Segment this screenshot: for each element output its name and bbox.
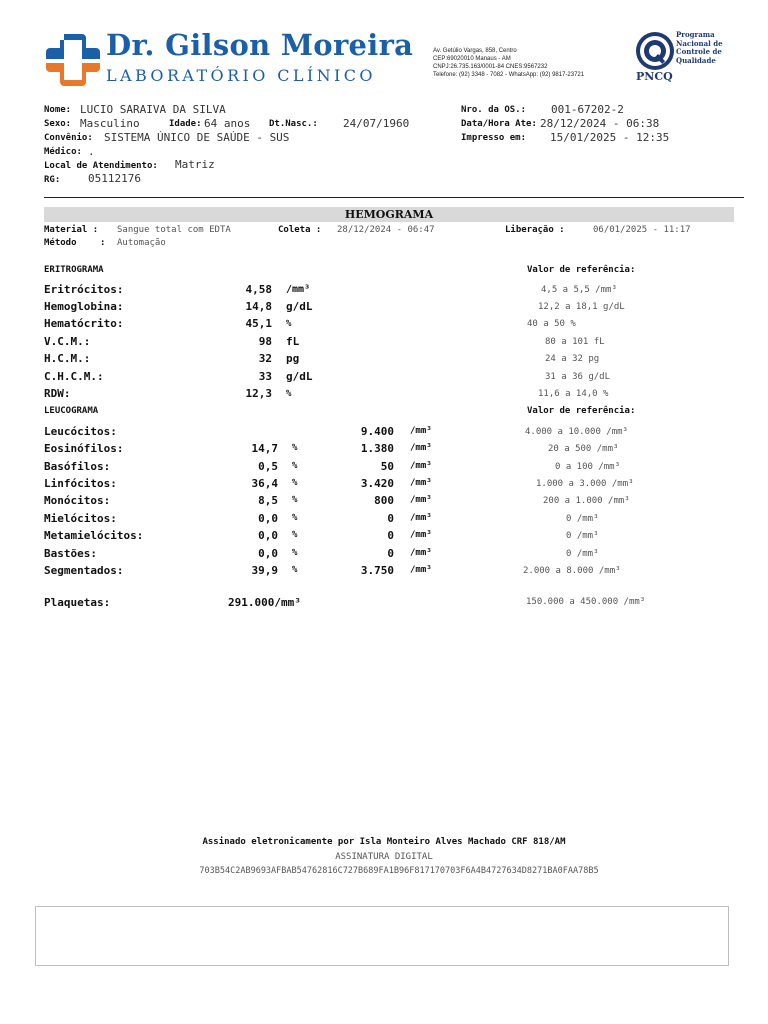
table-row-value: 98 (258, 335, 272, 348)
dtnasc-value: 24/07/1960 (343, 117, 410, 130)
table-row-abs: 3.750 (360, 564, 394, 577)
table-row-unit: % (286, 319, 292, 329)
table-row-ref: 0 /mm³ (566, 514, 599, 524)
table-row-unit: /mm³ (286, 284, 311, 295)
idade-label: Idade: (169, 119, 202, 129)
table-row-pct: 8,5 (258, 494, 278, 507)
table-row-pct: 0,5 (258, 460, 278, 473)
idade-value: 64 anos (204, 117, 251, 130)
table-row-name: Mielócitos: (44, 512, 117, 525)
table-row-ref: 4.000 a 10.000 /mm³ (525, 427, 628, 437)
pncq-acronym: PNCQ (636, 70, 673, 83)
medico-label: Médico: (44, 147, 82, 157)
table-row-unit: g/dL (286, 300, 313, 313)
table-row-ref: 1.000 a 3.000 /mm³ (536, 479, 634, 489)
table-row-abs: 9.400 (360, 425, 394, 438)
leucograma-ref-title: Valor de referência: (527, 406, 636, 416)
pncq-line: Nacional de (676, 38, 723, 48)
exam-title: HEMOGRAMA (344, 208, 434, 221)
table-row-ref: 12,2 a 18,1 g/dL (538, 302, 625, 312)
os-value: 001-67202-2 (551, 103, 624, 116)
table-row-pct-unit: % (292, 565, 298, 575)
table-row-pct-unit: % (292, 513, 298, 523)
dtnasc-label: Dt.Nasc.: (269, 119, 318, 129)
leucograma-title: LEUCOGRAMA (44, 406, 99, 416)
table-row-ref: 11,6 a 14,0 % (538, 389, 609, 399)
nome-value: LUCIO SARAIVA DA SILVA (80, 103, 226, 116)
datahora-value: 28/12/2024 - 06:38 (540, 117, 660, 130)
table-row-value: 45,1 (245, 317, 272, 330)
table-row-name: H.C.M.: (44, 352, 91, 365)
header-divider (44, 197, 744, 198)
table-row-name: Leucócitos: (44, 425, 117, 438)
nome-label: Nome: (44, 105, 72, 115)
metodo-separator: : (100, 238, 106, 248)
address-line: Av. Getúlio Vargas, 858, Centro (433, 48, 517, 54)
plaquetas-value: 291.000/mm³ (228, 596, 301, 609)
table-row-value: 32 (258, 352, 272, 365)
table-row-name: V.C.M.: (44, 335, 91, 348)
local-value: Matriz (175, 158, 215, 171)
table-row-abs: 1.380 (360, 442, 394, 455)
table-row-abs-unit: /mm³ (410, 426, 432, 436)
table-row-ref: 200 a 1.000 /mm³ (543, 496, 630, 506)
table-row-value: 4,58 (245, 283, 272, 296)
table-row-ref: 40 a 50 % (527, 319, 576, 329)
table-row-ref: 4,5 a 5,5 /mm³ (541, 285, 617, 295)
liberacao-label: Liberação : (505, 225, 565, 235)
table-row-name: Linfócitos: (44, 477, 117, 490)
rg-value: 05112176 (88, 172, 141, 185)
pncq-line: Programa (676, 30, 715, 39)
table-row-ref: 0 /mm³ (566, 531, 599, 541)
table-row-name: Hemoglobina: (44, 300, 124, 313)
sexo-label: Sexo: (44, 119, 72, 129)
pncq-line: Controle de (676, 47, 722, 56)
table-row-abs-unit: /mm³ (410, 530, 432, 540)
datahora-label: Data/Hora Ate: (461, 119, 537, 129)
address-line: CEP:69020010 Manaus - AM (433, 56, 511, 62)
table-row-ref: 2.000 a 8.000 /mm³ (523, 566, 621, 576)
table-row-pct: 0,0 (258, 512, 278, 525)
convenio-label: Convênio: (44, 133, 93, 143)
lab-name: Dr. Gilson Moreira (106, 28, 414, 62)
impresso-value: 15/01/2025 - 12:35 (550, 131, 670, 144)
table-row-pct-unit: % (292, 530, 298, 540)
metodo-label: Método (44, 238, 77, 248)
table-row-name: Basófilos: (44, 460, 111, 473)
pncq-text (676, 31, 723, 65)
signature-label: ASSINATURA DIGITAL (335, 852, 433, 862)
table-row-pct: 39,9 (251, 564, 278, 577)
table-row-name: Hematócrito: (44, 317, 124, 330)
table-row-pct: 36,4 (251, 477, 278, 490)
table-row-abs: 800 (374, 494, 394, 507)
eritrograma-title: ERITROGRAMA (44, 265, 104, 275)
footer-box (35, 906, 729, 966)
table-row-abs-unit: /mm³ (410, 565, 432, 575)
table-row-ref: 0 a 100 /mm³ (555, 462, 621, 472)
signature-signed-by: Assinado eletronicamente por Isla Monteiro Alves Machado CRF 818/AM (202, 837, 566, 847)
table-row-pct-unit: % (292, 443, 298, 453)
pncq-seal-icon (634, 30, 676, 72)
pncq-seal (634, 30, 676, 72)
sexo-value: Masculino (80, 117, 140, 130)
table-row-value: 33 (258, 370, 272, 383)
table-row-pct: 14,7 (251, 442, 278, 455)
table-row-pct: 0,0 (258, 547, 278, 560)
pncq-line: Qualidade (676, 55, 716, 65)
table-row-abs: 50 (380, 460, 394, 473)
rg-label: RG: (44, 175, 61, 185)
table-row-value: 14,8 (245, 300, 272, 313)
table-row-name: Metamielócitos: (44, 529, 144, 542)
table-row-abs-unit: /mm³ (410, 548, 432, 558)
coleta-label: Coleta : (278, 225, 322, 235)
address-line: CNPJ:26.735.163/0001-84 CNES:9567232 (433, 64, 548, 70)
table-row-name: Eosinófilos: (44, 442, 124, 455)
table-row-name: Monócitos: (44, 494, 111, 507)
table-row-name: Eritrócitos: (44, 283, 124, 296)
convenio-value: SISTEMA ÚNICO DE SAÚDE - SUS (104, 131, 290, 144)
coleta-value: 28/12/2024 - 06:47 (337, 225, 435, 235)
table-row-abs-unit: /mm³ (410, 495, 432, 505)
table-row-name: C.H.C.M.: (44, 370, 104, 383)
table-row-unit: g/dL (286, 370, 313, 383)
table-row-pct-unit: % (292, 495, 298, 505)
material-value: Sangue total com EDTA (117, 225, 231, 235)
table-row-unit: % (286, 389, 292, 399)
table-row-unit: fL (286, 335, 300, 348)
signature-hash: 703B54C2AB9693AFBAB54762816C727B689FA1B96F817170703F6A4B4727634D8271BA0FAA78B5 (199, 866, 599, 876)
table-row-value: 12,3 (245, 387, 272, 400)
table-row-abs-unit: /mm³ (410, 513, 432, 523)
metodo-value: Automação (117, 238, 166, 248)
table-row-pct-unit: % (292, 478, 298, 488)
table-row-abs-unit: /mm³ (410, 443, 432, 453)
eritrograma-ref-title: Valor de referência: (527, 265, 636, 275)
table-row-abs: 0 (387, 547, 394, 560)
table-row-abs-unit: /mm³ (410, 461, 432, 471)
table-row-abs: 0 (387, 529, 394, 542)
table-row-pct: 0,0 (258, 529, 278, 542)
medico-value: . (88, 145, 95, 158)
os-label: Nro. da OS.: (461, 105, 527, 115)
table-row-ref: 31 a 36 g/dL (545, 372, 611, 382)
table-row-name: Bastões: (44, 547, 97, 560)
plaquetas-ref: 150.000 a 450.000 /mm³ (526, 597, 646, 607)
address-line: Telefone: (92) 3348 - 7082 - WhatsApp: (92) 9817-23721 (433, 72, 585, 78)
table-row-abs-unit: /mm³ (410, 478, 432, 488)
table-row-ref: 0 /mm³ (566, 549, 599, 559)
table-row-ref: 24 a 32 pg (545, 354, 600, 364)
table-row-pct-unit: % (292, 461, 298, 471)
lab-logo (44, 32, 102, 88)
lab-address (433, 47, 584, 79)
table-row-name: RDW: (44, 387, 71, 400)
table-row-ref: 20 a 500 /mm³ (548, 444, 619, 454)
impresso-label: Impresso em: (461, 133, 527, 143)
table-row-name: Segmentados: (44, 564, 124, 577)
cross-logo-icon (44, 32, 102, 88)
liberacao-value: 06/01/2025 - 11:17 (593, 225, 691, 235)
table-row-unit: pg (286, 352, 300, 365)
table-row-abs: 3.420 (360, 477, 394, 490)
plaquetas-label: Plaquetas: (44, 596, 111, 609)
local-label: Local de Atendimento: (44, 161, 158, 171)
lab-subtitle: LABORATÓRIO CLÍNICO (106, 66, 376, 85)
table-row-abs: 0 (387, 512, 394, 525)
table-row-pct-unit: % (292, 548, 298, 558)
material-label: Material : (44, 225, 99, 235)
table-row-ref: 80 a 101 fL (545, 337, 605, 347)
